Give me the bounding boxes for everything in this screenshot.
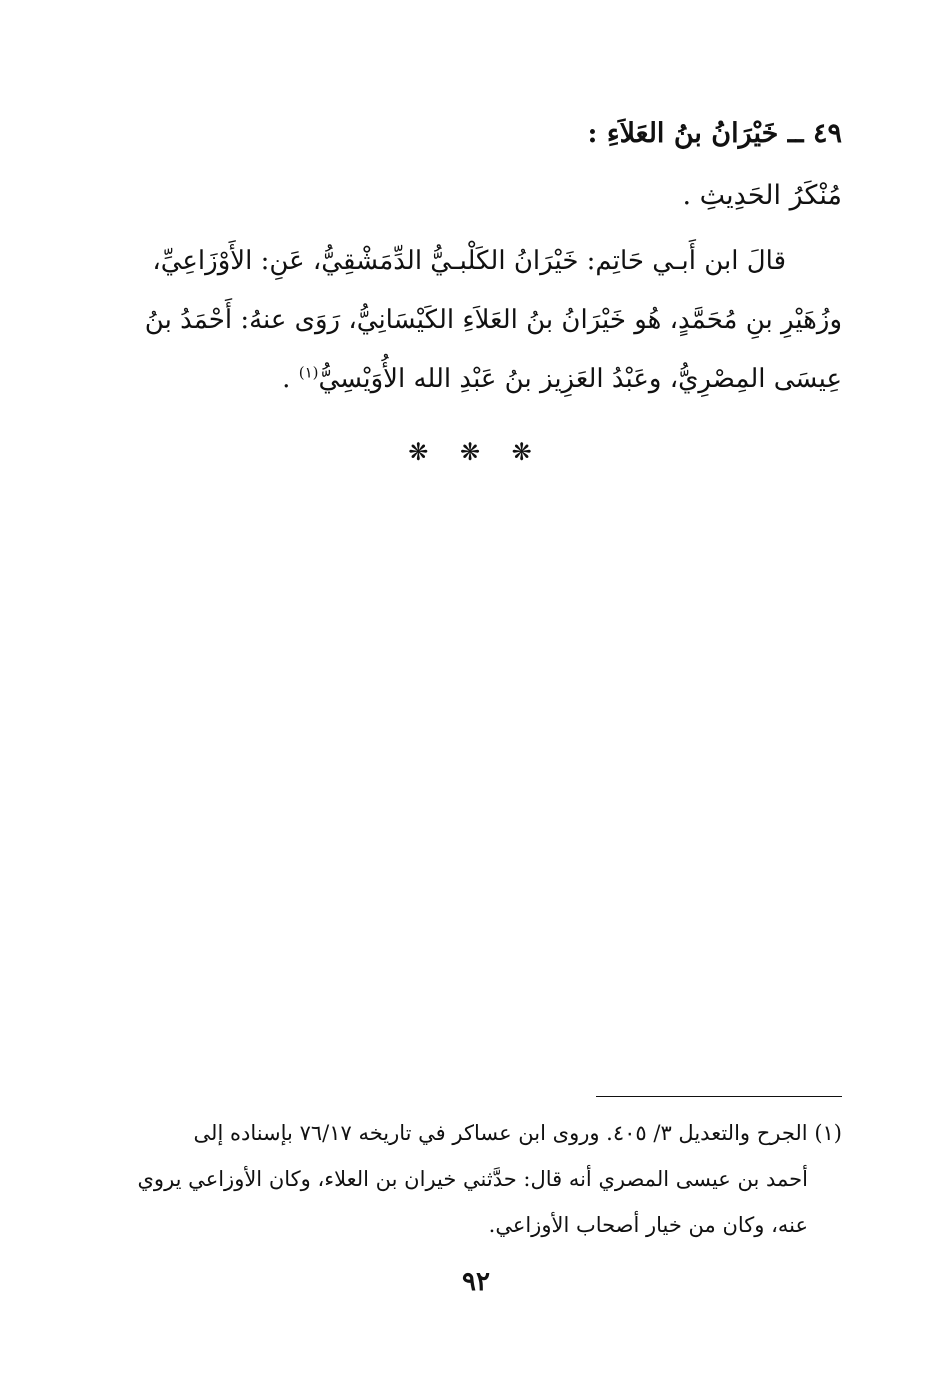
footnote-line: (١) الجرح والتعديل ٣/ ٤٠٥. وروى ابن عساكر في تاريخه ٧٦/١٧ بإسناده إلى — [193, 1121, 842, 1145]
entry-body — [110, 232, 842, 409]
entry-body-line-text: عِيسَى المِصْرِيُّ، وعَبْدُ العَزِيز بنُ عَبْدِ الله الأُوَيْسِيُّ — [318, 364, 842, 394]
footnote-divider — [596, 1096, 842, 1097]
page-number: ٩٢ — [462, 1267, 490, 1297]
entry-verdict: مُنْكَرُ الحَدِيثِ . — [682, 180, 842, 211]
section-separator: ❋ ❋ ❋ — [408, 438, 544, 466]
entry-body-line-last — [110, 350, 842, 409]
entry-final-period: . — [282, 364, 299, 394]
entry-body-line: قالَ ابن أَبـي حَاتِم: خَيْرَانُ الكَلْبـيُّ الدِّمَشْقِيُّ، عَنِ: الأَوْزَاعِيِّ، — [152, 246, 786, 276]
entry-body-line: وزُهَيْرِ بنِ مُحَمَّدٍ، هُو خَيْرَانُ بنُ العَلاَءِ الكَيْسَانِيُّ، رَوَى عنهُ: أَحْمَدُ بنُ — [144, 305, 842, 335]
footnote-reference: (١) — [298, 363, 319, 382]
footnote-line: عنه، وكان من خيار أصحاب الأوزاعي. — [488, 1213, 808, 1237]
entry-heading: ٤٩ ــ خَيْرَانُ بنُ العَلاَءِ : — [587, 118, 842, 149]
footnote — [110, 1110, 842, 1248]
footnote-line: أحمد بن عيسى المصري أنه قال: حدَّثني خيران بن العلاء، وكان الأوزاعي يروي — [137, 1167, 808, 1191]
